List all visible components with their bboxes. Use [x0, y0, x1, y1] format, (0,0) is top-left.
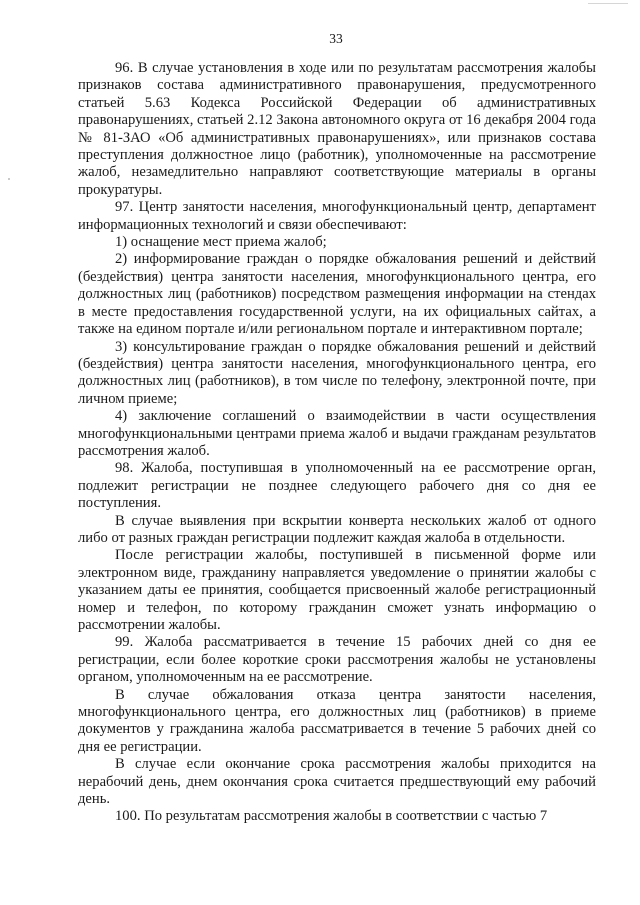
document-body [78, 60, 596, 826]
list-item-4: 4) заключение соглашений о взаимодействии в части осуществления многофункциональными центрами приема жалоб и выдачи гражданам результатов рассмотрения жалоб. [78, 408, 596, 459]
paragraph-98-registration: После регистрации жалобы, поступившей в письменной форме или электронном виде, гражданину направляется уведомление о принятии жалобы с указанием даты ее принятия, сообщается присвоенный жалобе регистрационный номер и телефон, по которому гражданин сможет узнать информацию о рассмотрении жалобы. [78, 547, 596, 633]
paragraph-100: 100. По результатам рассмотрения жалобы в соответствии с частью 7 [115, 808, 548, 825]
scan-corner-mark [588, 0, 628, 4]
paragraph-97: 97. Центр занятости населения, многофункциональный центр, департамент информационных технологий и связи обеспечивают: [78, 199, 596, 233]
paragraph-96: 96. В случае установления в ходе или по результатам рассмотрения жалобы признаков состава административного правонарушения, предусмотренного статьей 5.63 Кодекса Российской Федерации об административных правонарушениях, статьей 2.12 Закона автономного округа от 16 декабря 2004 года № 81-ЗАО «Об административных правонарушениях», или признаков состава преступления должностное лицо (работник), уполномоченные на рассмотрение жалоб, незамедлительно направляют соответствующие материалы в органы прокуратуры. [78, 60, 596, 198]
list-item-1: 1) оснащение мест приема жалоб; [115, 234, 327, 251]
paragraph-99-refusal: В случае обжалования отказа центра занятости населения, многофункционального центра, его должностных лиц (работников) в приеме документов у гражданина жалоба рассматривается в течение 5 рабочих дней со дня ее регистрации. [78, 686, 596, 755]
paragraph-98-envelope: В случае выявления при вскрытии конверта нескольких жалоб от одного либо от разных граждан регистрации подлежит каждая жалоба в отдельности. [78, 512, 596, 546]
list-item-3: 3) консультирование граждан о порядке обжалования решений и действий (бездействия) центра занятости населения, многофункционального центра, его должностных лиц (работников), в том числе по телефону, электронной почте, при личном приеме; [78, 338, 596, 407]
page-number: 33 [329, 31, 343, 46]
scan-dot-mark [8, 178, 10, 180]
paragraph-98: 98. Жалоба, поступившая в уполномоченный на ее рассмотрение орган, подлежит регистрации не позднее следующего рабочего дня со дня ее поступления. [78, 460, 596, 512]
paragraph-99: 99. Жалоба рассматривается в течение 15 рабочих дней со дня ее регистрации, если более короткие сроки рассмотрения жалобы не установлены органом, уполномоченным на ее рассмотрение. [78, 634, 596, 686]
list-item-2: 2) информирование граждан о порядке обжалования решений и действий (бездействия) центра занятости населения, многофункционального центра, его должностных лиц (работников) посредством размещения информации на стендах в месте предоставления государственной услуги, на их официальных сайтах, а также на едином портале и/или региональном портале и интерактивном портале; [78, 251, 596, 338]
paragraph-99-nonworking-day: В случае если окончание срока рассмотрения жалобы приходится на нерабочий день, днем окончания срока считается предшествующий ему рабочий день. [78, 756, 596, 808]
